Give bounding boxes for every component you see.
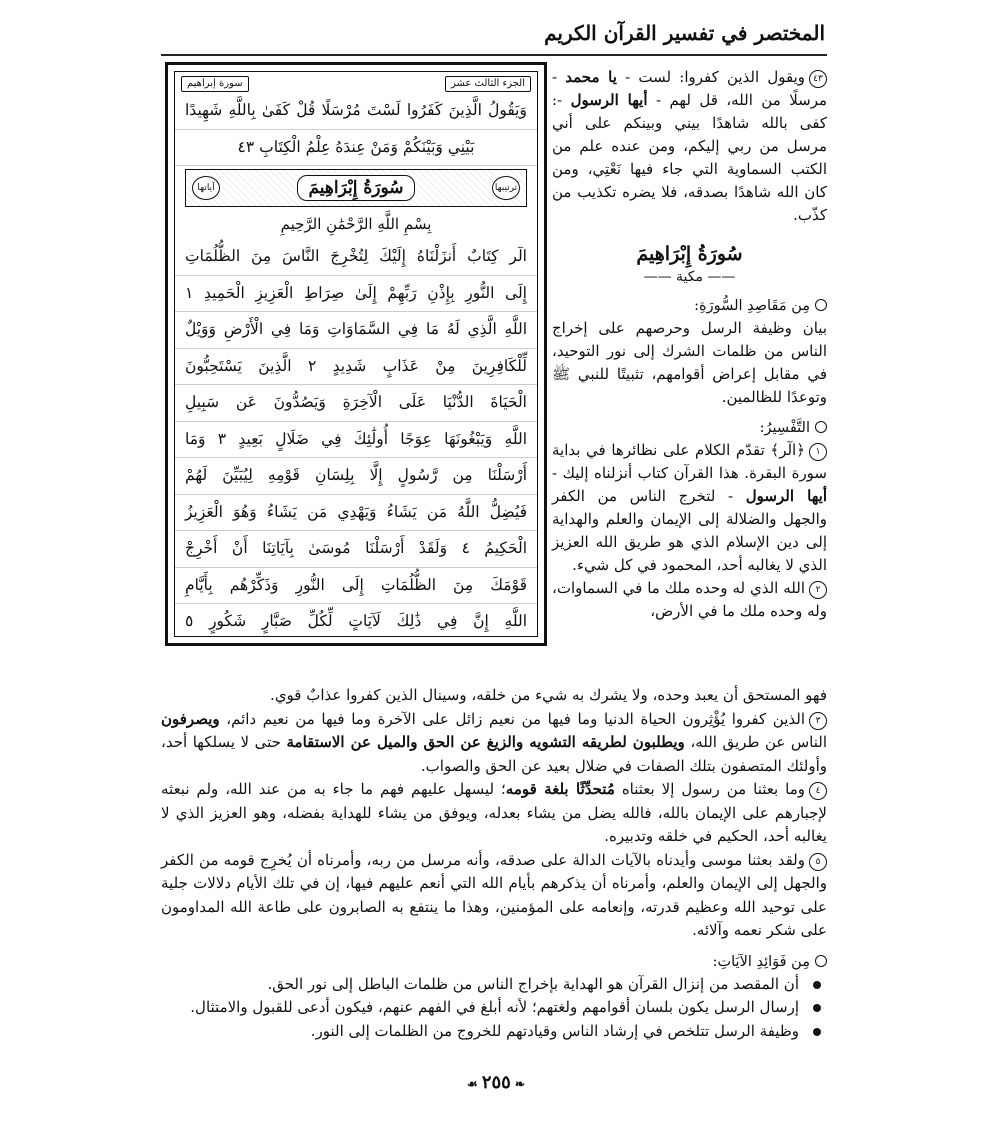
juz-label: الجزء الثالث عشر [445,76,531,92]
heading-text: مِن فَوَائِدِ الآيَاتِ: [712,953,810,970]
tafsir-paragraph-2-end: فهو المستحق أن يعبد وحده، ولا يشرك به شيء من خلقه، وسينال الذين كفروا عذابٌ قوي. [270,686,827,704]
surah-banner-name: سُورَةُ إِبْرَاهِيمَ [297,175,414,201]
verse-line: قَوْمَكَ مِنَ الظُّلُمَاتِ إِلَى النُّورِ وَذَكِّرْهُم بِأَيَّامِ [175,568,537,605]
tafsir-paragraph-1 [552,439,827,577]
bold-text: ويصرفون [161,709,220,728]
tafsir-paragraph-3 [161,708,827,779]
paragraph-text: ﴿الٓر﴾ تقدّم الكلام على نظائرها في بداية سورة البقرة. هذا القرآن كتاب أنزلناه إليك - [552,441,827,482]
verse-line: بَيْنِي وَبَيْنَكُمْ وَمَنْ عِندَهُ عِلْمُ الْكِتَابِ ٤٣ [175,130,537,167]
paragraph-text: الذين كفروا يُؤْثِرون الحياة الدنيا وما فيها من نعيم زائل على الآخرة وما فيها من نعيم دائم، [219,709,805,728]
heading-text: مِن مَقَاصِدِ السُّورَةِ: [694,298,810,314]
verse-line: وَيَقُولُ الَّذِينَ كَفَرُوا لَسْتَ مُرْسَلًا قُلْ كَفَىٰ بِاللَّهِ شَهِيدًا [175,93,537,130]
objectives-heading [552,295,827,317]
surah-title-block [552,241,827,287]
page-header [161,14,827,56]
benefits-heading [161,951,827,973]
heading-text: التَّفْسِيرُ: [759,420,810,436]
paragraph-text: - مرسلًا من الله، قل لهم - [552,68,828,109]
quran-frame-inner [174,71,538,637]
bold-text: ويطلبون لطريقه التشويه والزيغ عن الحق والميل عن الاستقامة [286,733,685,751]
paragraph-text: ؛ ليسهل عليهم فهم ما جاء به من عند الله، ولم نبعثه لإجبارهم على الإيمان بالله، فالله يضل من يشاء بعدله، ويوفق من يشاء للهداية بفضله، وهو العزيز الذي لا يغالبه أحد، الحكيم في خلقه وتدبيره. [161,780,827,845]
tafsir-paragraph-2-start [552,577,827,623]
verse-line: لِّلْكَافِرِينَ مِنْ عَذَابٍ شَدِيدٍ ٢ الَّذِينَ يَسْتَحِبُّونَ [175,349,537,386]
surah-title: سُورَةُ إِبْرَاهِيمَ [636,243,743,265]
bold-text: مُتحدِّثًا بلغة قومه [505,780,615,798]
verse-line: اللَّهِ وَيَبْغُونَهَا عِوَجًا أُولَٰئِكَ فِي ضَلَالٍ بَعِيدٍ ٣ وَمَا [175,422,537,459]
verse-number-badge: ٣ [809,712,827,730]
verse-number-badge: ٥ [809,853,827,871]
tafsir-paragraph-43 [552,66,827,227]
paragraph-text: وما بعثنا من رسول إلا بعثناه [614,780,805,798]
paragraph-text: الناس عن طريق الله، [684,733,828,751]
frame-top [175,72,537,93]
verse-line: الْحَكِيمُ ٤ وَلَقَدْ أَرْسَلْنَا مُوسَىٰ بِآيَاتِنَا أَنْ أَخْرِجْ [175,531,537,568]
bold-text: يا محمد [565,68,617,86]
surah-banner [185,169,527,207]
benefits-list [161,973,827,1044]
commentary-column [552,66,827,623]
verse-line: الْحَيَاةَ الدُّنْيَا عَلَى الْآخِرَةِ وَيَصُدُّونَ عَن سَبِيلِ [175,385,537,422]
paragraph-text: ويقول الذين كفروا: لست - [616,68,805,86]
surah-label: سورة إبراهيم [181,76,249,92]
verse-line: الٓر كِتَابٌ أَنزَلْنَاهُ إِلَيْكَ لِتُخْرِجَ النَّاسَ مِنَ الظُّلُمَاتِ [175,239,537,276]
verse-number-badge: ١ [809,443,827,461]
list-item: وظيفة الرسل تتلخص في إرشاد الناس وقيادتهم للخروج من الظلمات إلى النور. [161,1020,827,1044]
tafsir-paragraph-5 [161,849,827,943]
full-width-commentary [161,684,827,1043]
page-number [0,1072,992,1093]
revelation-type: —— مكية —— [552,267,827,287]
flower-bullet-icon [815,955,827,967]
basmala: بِسْمِ اللَّهِ الرَّحْمَٰنِ الرَّحِيمِ [280,215,432,233]
ornament-icon: ☙ [466,1077,482,1091]
verse-number-badge: ٤ [809,782,827,800]
paragraph-text: -: كفى بالله شاهدًا بيني وبينكم على أني مرسل من ربي إليكم، ومن عنده علم من الكتب السماوية التي جاء فيها نَعْتِي، ومن كان الله شاهدًا بصدقه، فلا يضره تكذيب من كذّب. [552,91,827,224]
flower-bullet-icon [815,421,827,433]
paragraph-text: - لتخرج الناس من الكفر والجهل والضلالة إلى الإيمان والعلم والهداية إلى دين الإسلام الذي هو طريق الله العزيز الذي لا يغالبه أحد، المحمود في كل شيء. [552,487,827,574]
verse-line: فَيُضِلُّ اللَّهُ مَن يَشَاءُ وَيَهْدِي مَن يَشَاءُ وَهُوَ الْعَزِيزُ [175,495,537,532]
flower-bullet-icon [815,299,827,311]
paragraph-text: ولقد بعثنا موسى وأيدناه بالآيات الدالة على صدقه، وأنه مرسل من ربه، وأمرناه أن يُخرِج قومه من الكفر والجهل إلى الإيمان والعلم، وأمرناه أن يذكرهم بأيام الله التي أنعم عليهم فيها، إن في تلك الأيام دلالات جلية على توحيد الله وعظيم قدرته، وإنعامه على المؤمنين، وهذا ما ينتفع به الصابرون على طاعة الله المداومون على شكر نعمه وآلائه. [161,850,827,939]
list-item: أن المقصد من إنزال القرآن هو الهداية بإخراج الناس من ظلمات الباطل إلى نور الحق. [161,973,827,997]
quran-frame [165,62,547,646]
verse-line: أَرْسَلْنَا مِن رَّسُولٍ إِلَّا بِلِسَانِ قَوْمِهِ لِيُبَيِّنَ لَهُمْ [175,458,537,495]
banner-ayat-label: آياتها [192,176,220,200]
bold-text: أيها الرسول [745,487,827,505]
paragraph-text: حتى لا يسلكها أحد، وأولئك المتصفون بتلك الصفات في ضلال بعيد عن الحق والصواب. [161,733,827,775]
verse-line: اللَّهِ الَّذِي لَهُ مَا فِي السَّمَاوَاتِ وَمَا فِي الْأَرْضِ وَوَيْلٌ [175,312,537,349]
tafsir-paragraph-4 [161,778,827,849]
list-item: إرسال الرسل يكون بلسان أقوامهم ولغتهم؛ لأنه أبلغ في الفهم عنهم، فيكون أدعى للقبول والامتثال. [161,996,827,1020]
bold-text: أيها الرسول [570,91,648,109]
tafsir-heading [552,417,827,439]
verse-line: إِلَى النُّورِ بِإِذْنِ رَبِّهِمْ إِلَىٰ صِرَاطِ الْعَزِيزِ الْحَمِيدِ ١ [175,276,537,313]
verse-line: اللَّهِ إِنَّ فِي ذَٰلِكَ لَآيَاتٍ لِّكُلِّ صَبَّارٍ شَكُورٍ ٥ [175,604,537,637]
banner-order-label: ترتيبها [492,176,520,200]
book-title: المختصر في تفسير القرآن الكريم [544,21,825,45]
page-number-text: ٢٥٥ [481,1072,511,1093]
verse-number-badge: ٢ [809,581,827,599]
ornament-icon: ❧ [510,1077,526,1091]
objectives-text: بيان وظيفة الرسل وحرصهم على إخراج الناس من ظلمات الشرك إلى نور التوحيد، في مقابل إعراض أقوامهم، تثبيتًا للنبي ﷺ وتوعدًا للظالمين. [552,319,827,406]
paragraph-text: الله الذي له وحده ملك ما في السماوات، وله وحده ملك ما في الأرض، [552,579,827,620]
verse-number-badge: ٤٣ [809,70,827,88]
